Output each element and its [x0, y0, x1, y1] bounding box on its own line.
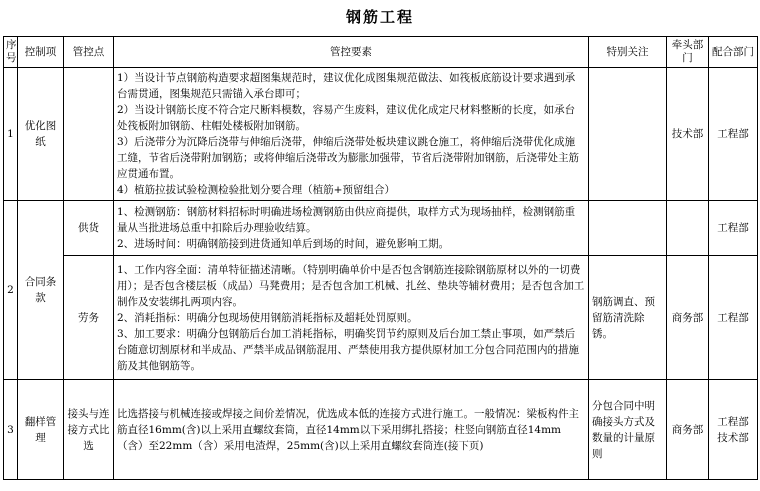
- special-cell: [589, 201, 667, 256]
- requirement-line: 2、消耗指标：明确分包现场使用钢筋消耗指标及超耗处罚原则。: [117, 311, 418, 324]
- requirement-line: 3、加工要求：明确分包钢筋后台加工消耗指标，明确奖罚节约原则及后台加工禁止事项，如严禁后台随意切割原材和半成品、严禁半成品钢筋混用、严禁使用我方提供原材加工分包合同范围内的措施筋及其他钢筋等。: [117, 327, 579, 372]
- requirements-cell: [114, 201, 589, 256]
- requirement-line: 4）植筋拉拔试验检测检验批划分要合理（植筋+预留组合）: [117, 184, 395, 196]
- requirement-line: 1、工作内容全面：清单特征描述清晰。（特别明确单价中是否包含钢筋连接除钢筋原材以外的一切费用）；是否包含楼层板（成品）马凳费用；是否包含加工机械、扎丝、垫块等辅材费用；是否包含加工制作及安装绑扎两项内容。: [117, 263, 585, 308]
- table-row: [4, 256, 758, 380]
- control-point-cell: 接头与连接方式比选: [64, 380, 114, 480]
- header-lead-dept: 牵头部门: [667, 37, 709, 68]
- coop-dept-cell: 工程部: [709, 256, 758, 380]
- lead-dept-cell: 商务部: [667, 256, 709, 380]
- control-point-cell: 劳务: [64, 256, 114, 380]
- lead-dept-cell: [667, 201, 709, 256]
- table-header-row: [4, 37, 758, 68]
- table-row: [4, 380, 758, 480]
- requirements-cell: [114, 256, 589, 380]
- control-item-cell: 优化图纸: [18, 68, 64, 201]
- requirements-cell: [114, 68, 589, 201]
- lead-dept-cell: 技术部: [667, 68, 709, 201]
- seq-cell: 3: [4, 380, 18, 480]
- requirement-line: 1）当设计节点钢筋构造要求超图集规范时，建议优化成图集规范做法、如筏板底筋设计要求遇到承台需贯通，图集规范只需锚入承台即可；: [117, 72, 576, 100]
- coop-dept-cell: 工程部: [709, 68, 758, 201]
- header-control-point: 管控点: [64, 37, 114, 68]
- table-row: [4, 201, 758, 256]
- control-item-cell: 合同条款: [18, 201, 64, 380]
- rebar-control-table: [3, 36, 758, 480]
- special-cell: 分包合同中明确接头方式及数量的计量原则: [589, 380, 667, 480]
- requirement-line: 3）后浇带分为沉降后浇带与伸缩后浇带，伸缩后浇带处板块建议跳仓施工，将伸缩后浇带优化成施工缝，节省后浇带附加钢筋；或将伸缩后浇带改为膨胀加强带，节省后浇带附加钢筋，后浇带处主筋应贯通布置。: [117, 136, 579, 180]
- seq-cell: 1: [4, 68, 18, 201]
- page-title: 钢筋工程: [345, 8, 414, 26]
- seq-cell: 2: [4, 201, 18, 380]
- requirement-line: 2、进场时间：明确钢筋接到进货通知单后到场的时间，避免影响工期。: [117, 238, 450, 250]
- lead-dept-cell: 商务部: [667, 380, 709, 480]
- special-cell: [589, 68, 667, 201]
- control-point-cell: [64, 68, 114, 201]
- header-requirements: 管控要素: [114, 37, 589, 68]
- table-row: [4, 68, 758, 201]
- requirements-cell: [114, 380, 589, 480]
- coop-dept-cell: 工程部: [709, 201, 758, 256]
- requirement-line: 2）当设计钢筋长度不符合定尺断料模数，容易产生废料，建议优化成定尺材料整断的长度，如承台处筏板附加钢筋、柱帽处楼板附加钢筋。: [117, 104, 576, 132]
- header-seq: 序号: [4, 37, 18, 68]
- control-point-cell: 供货: [64, 201, 114, 256]
- header-control-item: 控制项: [18, 37, 64, 68]
- requirement-line: 1、检测钢筋：钢筋材料招标时明确进场检测钢筋由供应商提供，取样方式为现场抽样，检测钢筋重量从当批进场总重中扣除后办理验收结算。: [117, 206, 576, 234]
- control-item-cell: 翻样管理: [18, 380, 64, 480]
- special-cell: 钢筋调直、预留筋清洗除锈。: [589, 256, 667, 380]
- header-coop-dept: 配合部门: [709, 37, 758, 68]
- coop-dept-cell: 工程部 技术部: [709, 380, 758, 480]
- requirement-line: 比选搭接与机械连接或焊接之间价差情况，优选成本低的连接方式进行施工。一般情况：梁板构件主筋直径16mm(含)以上采用直螺纹套筒，直径14mm以下采用绑扎搭接；柱竖向钢筋直径14mm（含）至22mm（含）采用电渣焊，25mm(含)以上采用直螺纹套筒连(接下页): [117, 407, 579, 452]
- header-special: 特别关注: [589, 37, 667, 68]
